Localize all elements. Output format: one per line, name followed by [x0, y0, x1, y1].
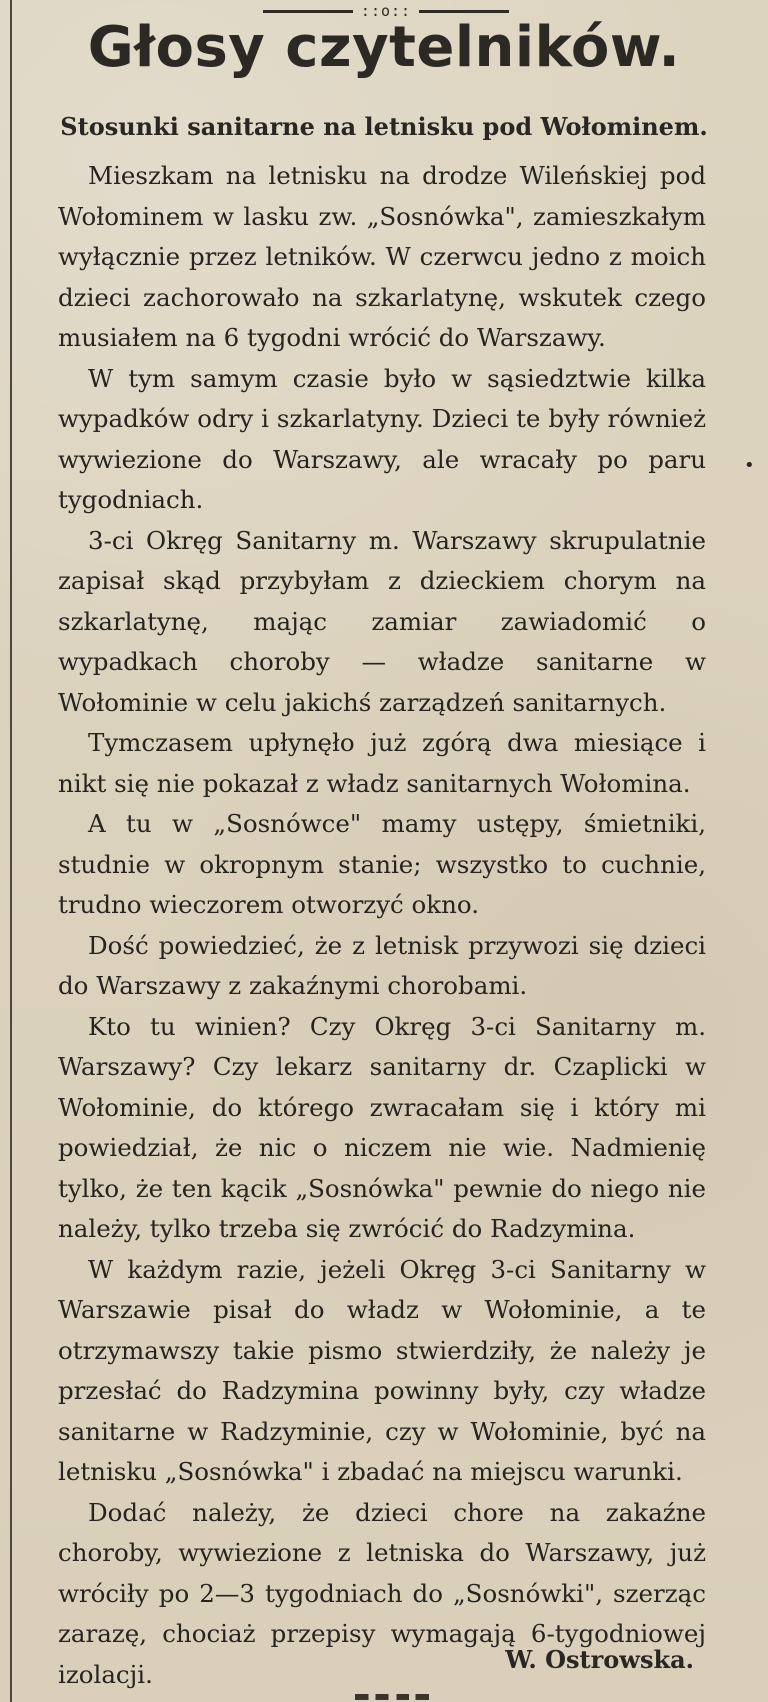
paragraph-7: Kto tu winien? Czy Okręg 3-ci Sanitarny m. Warszawy? Czy lekarz sanitarny dr. Czaplicki w Wołominie, do którego zwracałam się i który mi powiedział, że nic o niczem nie wie. Nadmienię tylko, że ten kącik „Sosnówka" pewnie do niego nie należy, tylko trzeba się zwrócić do Radzymina. — [58, 1011, 706, 1243]
page-title: Głosy czytelników. — [87, 15, 681, 80]
column-rule — [10, 0, 12, 1702]
paragraph-4: Tymczasem upłynęło już zgórą dwa miesiące i nikt się nie pokazał z władz sanitarnych Wołomina. — [58, 728, 706, 798]
paragraph-6: Dość powiedzieć, że z letnisk przywozi się dzieci do Warszawy z zakaźnymi chorobami. — [58, 930, 706, 1000]
paragraph-1: Mieszkam na letnisku na drodze Wileńskiej pod Wołominem w lasku zw. „Sosnówka", zamieszkałym wyłącznie przez letników. W czerwcu jedno z moich dzieci zachorowało na szkarlatynę, wskutek czego musiałem na 6 tygodni wrócić do Warszawy. — [58, 161, 706, 352]
ornament-line-right — [419, 10, 509, 13]
paragraph-8: W każdym razie, jeżeli Okręg 3-ci Sanitarny w Warszawie pisał do władz w Wołominie, a te otrzymawszy takie pismo stwierdziły, że należy je przesłać do Radzymina powinny były, czy władze sanitarne w Radzyminie, czy w Wołominie, być na letnisku „Sosnówka" i zbadać na miejscu warunki. — [58, 1254, 706, 1486]
paragraph-9: Dodać należy, że dzieci chore na zakaźne choroby, wywiezione z letniska do Warszawy, już wróciły po 2—3 tygodniach do „Sosnówki", szerząc zarazę, chociaż przepisy wymagają 6-tygodniowej izolacji. — [58, 1497, 706, 1689]
author-signature: W. Ostrowska. — [505, 1645, 694, 1674]
paragraph-3: 3-ci Okręg Sanitarny m. Warszawy skrupulatnie zapisał skąd przybyłam z dzieckiem chorym na szkarlatynę, mając zamiar zawiadomić o wypadkach choroby — władze sanitarne w Wołominie w celu jakichś zarządzeń sanitarnych. — [58, 525, 706, 717]
article-subtitle: Stosunki sanitarne na letnisku pod Wołominem. — [60, 112, 708, 141]
article-body — [58, 156, 706, 1695]
print-speck: • — [744, 455, 755, 476]
bottom-ornament-line — [355, 1694, 429, 1700]
ornament-line-left — [263, 10, 353, 13]
bottom-ornament — [355, 1690, 429, 1702]
paragraph-2: W tym samym czasie było w sąsiedztwie kilka wypadków odry i szkarlatyny. Dzieci te były również wywiezione do Warszawy, ale wracały po paru tygodniach. — [58, 363, 706, 514]
ornament-mark: ::o:: — [360, 2, 412, 20]
paragraph-5: A tu w „Sosnówce" mamy ustępy, śmietniki, studnie w okropnym stanie; wszystko to cuchnie, trudno wieczorem otworzyć okno. — [58, 809, 706, 919]
